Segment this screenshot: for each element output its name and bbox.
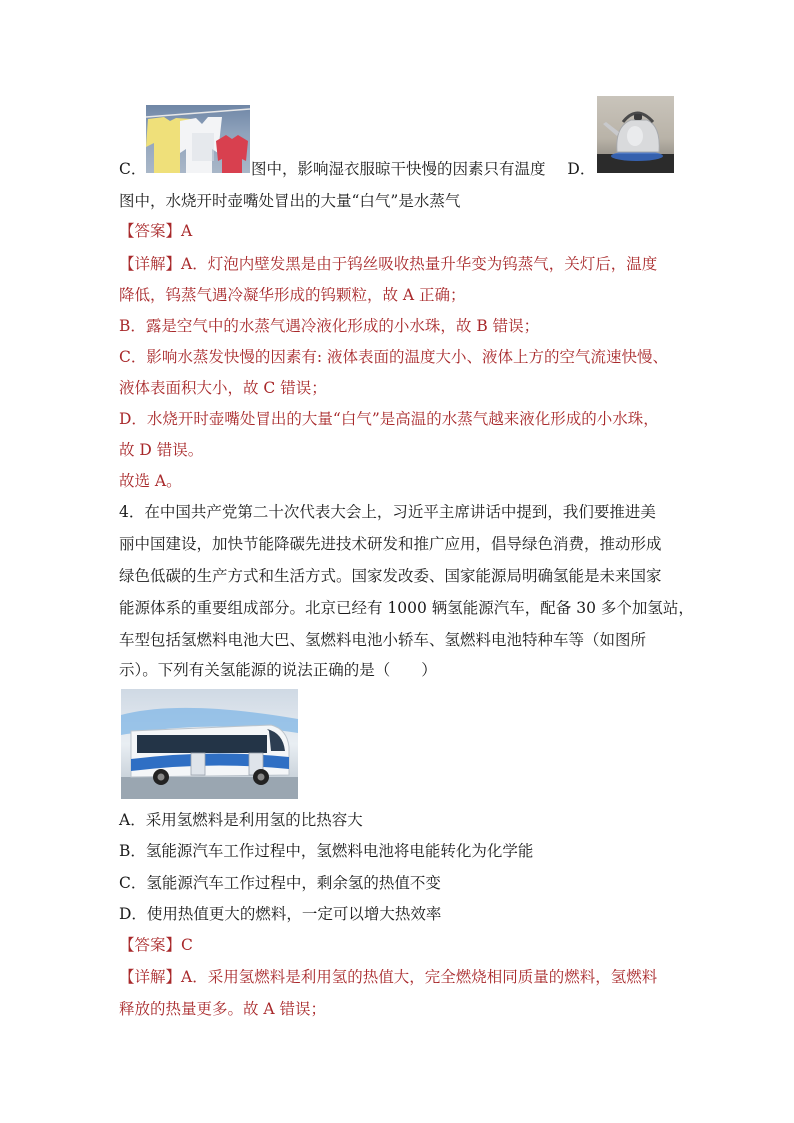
q4-stem-row-4	[119, 598, 694, 618]
q4-stem-line: 车型包括氢燃料电池大巴、氢燃料电池小轿车、氢燃料电池特种车等（如图所	[119, 631, 647, 649]
q4-explain-line: A．采用氢燃料是利用氢的热值大，完全燃烧相同质量的燃料，氢燃料	[181, 968, 658, 986]
q3-explain-line: 故选 A。	[119, 472, 182, 490]
q4-option-a	[119, 810, 363, 830]
q4-option-c-text: C．氢能源汽车工作过程中，剩余氢的热值不变	[119, 874, 441, 892]
q4-option-c	[119, 873, 441, 893]
q4-explain-label: 【详解】	[119, 968, 182, 986]
laundry-illustration	[146, 105, 250, 173]
q3-explain-row-2	[119, 285, 466, 305]
q4-explain-row-1	[119, 967, 657, 987]
q4-option-d-text: D．使用热值更大的燃料，一定可以增大热效率	[119, 905, 442, 923]
q4-answer-label: 【答案】	[119, 936, 182, 954]
q3-explain-line: 降低，钨蒸气遇冷凝华形成的钨颗粒，故 A 正确；	[119, 286, 466, 304]
q4-stem-row-1	[119, 502, 656, 522]
q3-explain-row-6	[119, 409, 659, 429]
q4-stem-line: 能源体系的重要组成部分。北京已经有 1000 辆氢能源汽车，配备 30 多个加氢站，	[119, 599, 694, 617]
q4-option-d	[119, 904, 441, 924]
q3-option-c-prefix: C．	[119, 160, 147, 178]
q3-answer-row	[119, 221, 192, 241]
q3-explain-line: A．灯泡内壁发黑是由于钨丝吸收热量升华变为钨蒸气，关灯后，温度	[181, 255, 658, 273]
q3-option-d-prefix: D．	[567, 160, 596, 178]
q4-stem-line: 绿色低碳的生产方式和生活方式。国家发改委、国家能源局明确氢能是未来国家	[119, 567, 662, 585]
q4-answer-row	[119, 935, 193, 955]
laundry-image	[146, 105, 250, 173]
q3-option-c-text-row	[251, 159, 595, 179]
kettle-image	[597, 96, 674, 173]
q4-stem-row-6	[119, 660, 437, 680]
q3-explain-line: C．影响水蒸发快慢的因素有: 液体表面的温度大小、液体上方的空气流速快慢、	[119, 348, 669, 366]
q4-explain-line: 释放的热量更多。故 A 错误；	[119, 1000, 327, 1018]
q4-option-b	[119, 841, 533, 861]
q4-explain-row-2	[119, 999, 326, 1019]
q3-option-d-text-row	[119, 191, 460, 211]
q4-stem-row-2	[119, 534, 662, 554]
q3-explain-row-4	[119, 347, 668, 367]
q3-explain-row-5	[119, 378, 327, 398]
hydrogen-bus-image	[121, 689, 298, 799]
q3-answer-value: A	[181, 222, 193, 240]
q3-option-c-text: 图中，影响湿衣服晾干快慢的因素只有温度	[251, 160, 546, 178]
q3-explain-line: 故 D 错误。	[119, 441, 204, 459]
q4-stem-row-3	[119, 566, 662, 586]
q3-explain-row-1	[119, 254, 657, 274]
q4-stem-row-5	[119, 630, 646, 650]
kettle-illustration	[597, 96, 674, 173]
q3-explain-row-3	[119, 316, 539, 336]
q4-option-b-text: B．氢能源汽车工作过程中，氢燃料电池将电能转化为化学能	[119, 842, 534, 860]
q4-stem-line: 4．在中国共产党第二十次代表大会上，习近平主席讲话中提到，我们要推进美	[119, 503, 656, 521]
q3-option-c-row	[119, 159, 146, 179]
q4-answer-value: C	[181, 936, 193, 954]
q3-explain-line: B．露是空气中的水蒸气遇冷液化形成的小水珠，故 B 错误；	[119, 317, 540, 335]
q3-answer-label: 【答案】	[119, 222, 182, 240]
q4-stem-line: 丽中国建设，加快节能降碳先进技术研发和推广应用，倡导绿色消费，推动形成	[119, 535, 662, 553]
q3-option-d-text: 图中，水烧开时壶嘴处冒出的大量“白气”是水蒸气	[119, 192, 461, 210]
q3-explain-line: D．水烧开时壶嘴处冒出的大量“白气”是高温的水蒸气越来液化形成的小水珠，	[119, 410, 659, 428]
q4-stem-line: 示）。下列有关氢能源的说法正确的是（ ）	[119, 661, 437, 679]
bus-illustration	[121, 689, 298, 799]
q3-explain-line: 液体表面积大小，故 C 错误；	[119, 379, 327, 397]
q3-explain-row-7	[119, 440, 203, 460]
q3-explain-label: 【详解】	[119, 255, 182, 273]
q4-option-a-text: A．采用氢燃料是利用氢的比热容大	[119, 811, 363, 829]
q3-explain-row-8	[119, 471, 182, 491]
